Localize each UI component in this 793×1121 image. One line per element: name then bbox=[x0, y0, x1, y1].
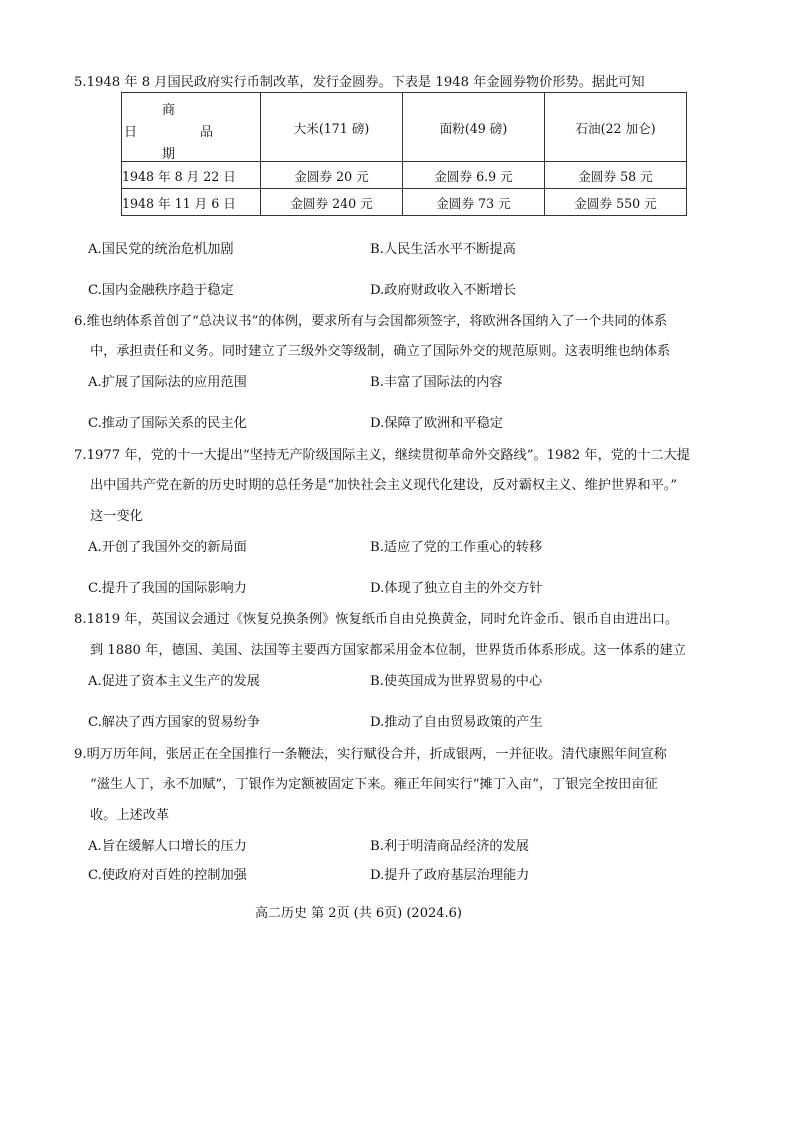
corner-bottom-label: 期 bbox=[162, 147, 176, 162]
q7-option-c: C.提升了我国的国际影响力 bbox=[88, 581, 247, 596]
table-cell: 金圆券 550 元 bbox=[545, 189, 687, 216]
q8-stem-line: 8.1819 年，英国议会通过《恢复兑换条例》恢复纸币自由兑换黄金，同时允许金币、银币自由进出口。 bbox=[74, 612, 679, 627]
table-cell: 金圆券 58 元 bbox=[545, 162, 687, 189]
page-footer: 高二历史 第 2页 (共 6页) (2024.6) bbox=[255, 906, 462, 921]
q7-option-b: B.适应了党的工作重心的转移 bbox=[370, 540, 543, 555]
q8-option-a: A.促进了资本主义生产的发展 bbox=[88, 674, 260, 689]
table-date-cell: 1948 年 8 月 22 日 bbox=[122, 162, 261, 189]
price-table bbox=[121, 92, 687, 216]
q8-option-c: C.解决了西方国家的贸易纷争 bbox=[88, 715, 261, 730]
table-header-cell: 石油(22 加仑) bbox=[545, 93, 687, 162]
q9-stem-line: “滋生人丁，永不加赋”，丁银作为定额被固定下来。雍正年间实行“摊丁入亩”，丁银完全按田亩征 bbox=[90, 777, 658, 792]
q5-option-a: A.国民党的统治危机加剧 bbox=[88, 242, 234, 257]
table-corner-cell bbox=[122, 93, 261, 162]
table-header-cell: 大米(171 磅) bbox=[261, 93, 403, 162]
q5-stem: 5.1948 年 8 月国民政府实行币制改革，发行金圆券。下表是 1948 年金圆券物价形势。据此可知 bbox=[74, 75, 645, 90]
q5-option-c: C.国内金融秩序趋于稳定 bbox=[88, 283, 234, 298]
q8-option-b: B.使英国成为世界贸易的中心 bbox=[370, 674, 543, 689]
q9-option-c: C.使政府对百姓的控制加强 bbox=[88, 868, 247, 883]
table-cell: 金圆券 6.9 元 bbox=[403, 162, 545, 189]
table-date-cell: 1948 年 11 月 6 日 bbox=[122, 189, 261, 216]
table-cell: 金圆券 73 元 bbox=[403, 189, 545, 216]
q6-option-b: B.丰富了国际法的内容 bbox=[370, 375, 503, 390]
corner-top-label: 商 bbox=[162, 103, 176, 118]
q7-option-d: D.体现了独立自主的外交方针 bbox=[370, 581, 543, 596]
q6-option-c: C.推动了国际关系的民主化 bbox=[88, 416, 247, 431]
corner-left-label: 日 bbox=[124, 125, 138, 140]
q9-stem-line: 收。上述改革 bbox=[90, 808, 170, 823]
q7-stem-line: 出中国共产党在新的历史时期的总任务是“加快社会主义现代化建设，反对霸权主义、维护世界和平。” bbox=[90, 478, 678, 493]
table-cell: 金圆券 20 元 bbox=[261, 162, 403, 189]
q9-stem-line: 9.明万历年间，张居正在全国推行一条鞭法，实行赋役合并，折成银两，一并征收。清代康熙年间宣称 bbox=[74, 747, 667, 762]
q6-option-d: D.保障了欧洲和平稳定 bbox=[370, 416, 503, 431]
table-header-cell: 面粉(49 磅) bbox=[403, 93, 545, 162]
q9-option-d: D.提升了政府基层治理能力 bbox=[370, 868, 530, 883]
corner-mid-label: 品 bbox=[200, 125, 214, 140]
q9-option-b: B.利于明清商品经济的发展 bbox=[370, 839, 529, 854]
table-cell: 金圆券 240 元 bbox=[261, 189, 403, 216]
q6-option-a: A.扩展了国际法的应用范围 bbox=[88, 375, 247, 390]
q5-option-d: D.政府财政收入不断增长 bbox=[370, 283, 517, 298]
q7-stem-line: 7.1977 年，党的十一大提出“坚持无产阶级国际主义，继续贯彻革命外交路线”。1982 年，党的十二大提 bbox=[74, 448, 690, 463]
q7-stem-line: 这一变化 bbox=[90, 509, 143, 524]
q5-option-b: B.人民生活水平不断提高 bbox=[370, 242, 516, 257]
q7-option-a: A.开创了我国外交的新局面 bbox=[88, 540, 247, 555]
q9-option-a: A.旨在缓解人口增长的压力 bbox=[88, 839, 247, 854]
q8-option-d: D.推动了自由贸易政策的产生 bbox=[370, 715, 543, 730]
table-row bbox=[122, 162, 687, 189]
q6-stem-line: 中，承担责任和义务。同时建立了三级外交等级制，确立了国际外交的规范原则。这表明维也纳体系 bbox=[90, 344, 671, 359]
q6-stem-line: 6.维也纳体系首创了“总决议书”的体例，要求所有与会国都须签字，将欧洲各国纳入了一个共同的体系 bbox=[74, 314, 668, 329]
table-row bbox=[122, 189, 687, 216]
q8-stem-line: 到 1880 年，德国、美国、法国等主要西方国家都采用金本位制，世界货币体系形成。这一体系的建立 bbox=[90, 643, 686, 658]
